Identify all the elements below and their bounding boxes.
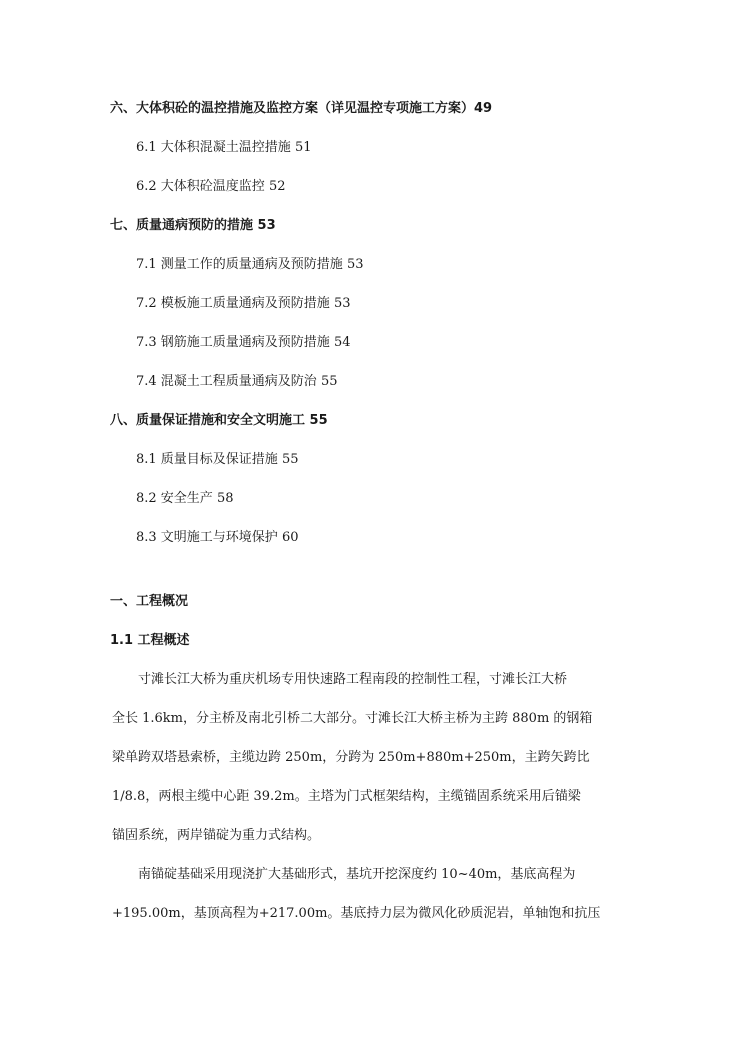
toc-entry-chapter-7: 七、质量通病预防的措施 53 — [110, 218, 276, 233]
paragraph-line: 寸滩长江大桥为重庆机场专用快速路工程南段的控制性工程，寸滩长江大桥 — [138, 672, 568, 687]
paragraph-line: 南锚碇基础采用现浇扩大基础形式，基坑开挖深度约 10~40m，基底高程为 — [138, 867, 576, 882]
section-title: 1.1 工程概述 — [110, 633, 190, 648]
toc-entry-8-2: 8.2 安全生产 58 — [136, 491, 234, 506]
toc-entry-7-4: 7.4 混凝土工程质量通病及防治 55 — [136, 374, 338, 389]
toc-entry-8-3: 8.3 文明施工与环境保护 60 — [136, 530, 299, 545]
toc-entry-6-1: 6.1 大体积混凝土温控措施 51 — [136, 140, 312, 155]
paragraph-line: +195.00m，基顶高程为+217.00m。基底持力层为微风化砂质泥岩，单轴饱和抗压 — [112, 906, 601, 921]
paragraph-line: 梁单跨双塔悬索桥，主缆边跨 250m，分跨为 250m+880m+250m，主跨矢跨比 — [112, 750, 590, 765]
toc-entry-chapter-8: 八、质量保证措施和安全文明施工 55 — [110, 413, 328, 428]
toc-entry-7-1: 7.1 测量工作的质量通病及预防措施 53 — [136, 257, 364, 272]
toc-entry-6-2: 6.2 大体积砼温度监控 52 — [136, 179, 286, 194]
paragraph-line: 1/8.8，两根主缆中心距 39.2m。主塔为门式框架结构，主缆锚固系统采用后锚梁 — [112, 789, 581, 804]
chapter-title: 一、工程概况 — [110, 594, 189, 609]
toc-entry-8-1: 8.1 质量目标及保证措施 55 — [136, 452, 299, 467]
toc-entry-7-2: 7.2 模板施工质量通病及预防措施 53 — [136, 296, 351, 311]
toc-entry-7-3: 7.3 钢筋施工质量通病及预防措施 54 — [136, 335, 351, 350]
paragraph-line: 全长 1.6km，分主桥及南北引桥二大部分。寸滩长江大桥主桥为主跨 880m 的钢箱 — [112, 711, 593, 726]
toc-entry-chapter-6: 六、大体积砼的温控措施及监控方案（详见温控专项施工方案）49 — [110, 101, 493, 116]
paragraph-line: 锚固系统，两岸锚碇为重力式结构。 — [112, 828, 321, 843]
